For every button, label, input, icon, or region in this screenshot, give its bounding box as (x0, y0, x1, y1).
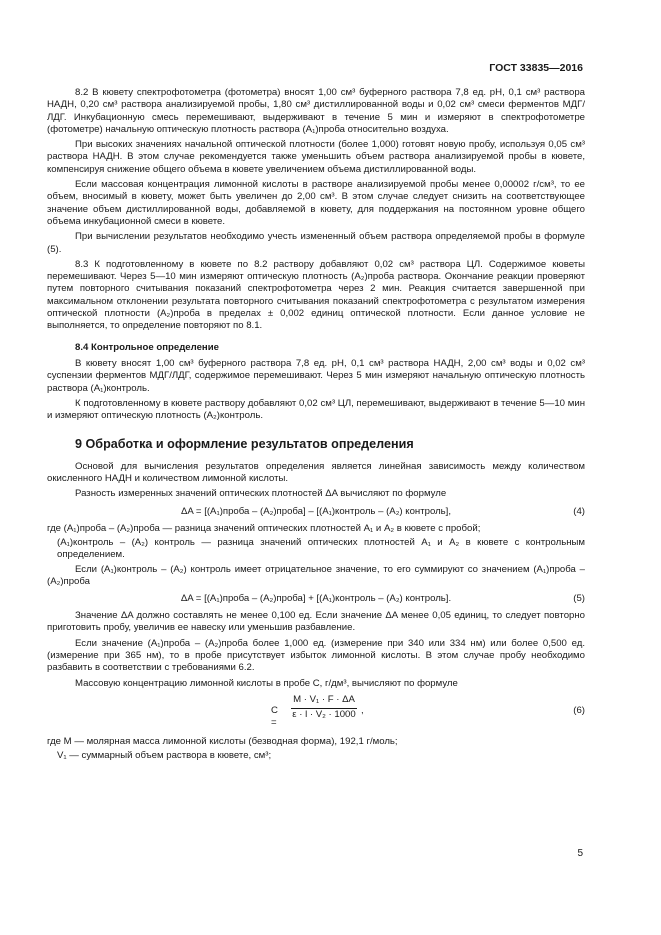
formula-6-comma: , (361, 704, 364, 716)
formula-6-denominator: ε · l · V₂ · 1000 (292, 708, 356, 720)
formula-5-expression: ΔA = [(A₁)проба – (A₂)проба] + [(A₁)контроль – (A₂) контроль]. (180, 593, 452, 605)
where-volume: V₁ — суммарный объем раствора в кювете, см³; (57, 750, 272, 762)
paragraph-negative: Если (A₁)контроль – (A₂) контроль имеет отрицательное значение, то его суммируют со значением (A₁)проба – (A₂)проба (47, 563, 585, 587)
paragraph-8-2: 8.2 В кювету спектрофотометра (фотометра) вносят 1,00 см³ буферного раствора 7,8 ед. рН, 0,1 см³ раствора НАДН, 0,20 см³ раствора анализируемой пробы, 1,80 см³ дистиллированной воды и 0,02 см³ смеси ферментов МДГ/ЛДГ. Инкубационную смесь перемешивают, выдерживают в течение 5 мин и измеряют в спектрофотометре (фотометре) начальную оптическую плотность раствора (A₁)проба относительно воздуха. (47, 87, 585, 135)
paragraph-control-2: К подготовленному в кювете раствору добавляют 0,02 см³ ЦЛ, перемешивают, выдерживают в течение 5—10 мин и измеряют оптическую плотность (A₂)контроль. (47, 397, 585, 422)
paragraph-delta-min: Значение ΔA должно составлять не менее 0,100 ед. Если значение ΔA менее 0,05 единиц, то следует повторно приготовить пробу, увеличив ее навеску или уменьшив разбавление. (47, 610, 585, 634)
paragraph-delta-intro: Разность измеренных значений оптических плотностей ΔA вычисляют по формуле (75, 488, 447, 500)
paragraph-excess: Если значение (A₁)проба – (A₂)проба более 1,000 ед. (измерение при 340 или 334 нм) или более 0,500 ед. (измерение при 365 нм), то в пробе присутствует избыток лимонной кислоты. В этом случае пробу необходимо разбавить в соответствии с требованиями 6.2. (47, 637, 585, 674)
paragraph-concentration-intro: Массовую концентрацию лимонной кислоты в пробе С, г/дм³, вычисляют по формуле (75, 677, 458, 689)
standard-header: ГОСТ 33835—2016 (489, 62, 583, 74)
formula-6 (47, 694, 585, 730)
paragraph-low-concentration: Если массовая концентрация лимонной кислоты в растворе анализируемой пробы менее 0,00002 г/см³, то ее объем, вносимый в кювету, может быть увеличен до 2,00 см³. В этом случае следует снизить на соответствующее значение объем дистиллированной воды, добавляемой в кювету, для поддержания на постоянном уровне общего объема инкубационной смеси в кювете. (47, 179, 585, 227)
page-number: 5 (577, 848, 583, 859)
formula-4 (47, 504, 585, 520)
subsection-heading-8-4: 8.4 Контрольное определение (75, 341, 219, 353)
formula-4-number: (4) (573, 505, 585, 517)
formula-6-numerator: M · V₁ · F · ΔA (291, 694, 357, 709)
where-sample: где (A₁)проба – (A₂)проба — разница значений оптических плотностей A₁ и A₂ в кювете с пробой; (47, 522, 481, 534)
formula-5-number: (5) (573, 593, 585, 605)
where-control: (A₁)контроль – (A₂) контроль — разница значений оптических плотностей A₁ и A₂ в кювете с контрольным определением. (57, 536, 585, 561)
formula-4-expression: ΔA = [(A₁)проба – (A₂)проба] – [(A₁)контроль – (A₂) контроль], (180, 505, 451, 517)
paragraph-control-1: В кювету вносят 1,00 см³ буферного раствора 7,8 ед. рН, 0,1 см³ раствора НАДН, 2,00 см³ воды и 0,02 см³ суспензии ферментов МДГ/ЛДГ, содержимое перемешивают. Через 5 мин измеряют начальную оптическую плотность раствора (A₁)контроль. (47, 357, 585, 394)
formula-6-number: (6) (573, 704, 585, 716)
paragraph-8-3: 8.3 К подготовленному в кювете по 8.2 раствору добавляют 0,02 см³ раствора ЦЛ. Содержимое кюветы перемешивают. Через 5—10 мин измеряют оптическую плотность (A₂)проба раствора. Окончание реакции проверяют путем повторного считывания показаний спектрофотометра через 2 мин. Реакция считается завершенной при максимальном отклонении результата повторного считывания показаний спектрофотометра с результатом измерения оптической плотности (A₂)проба в пределах ± 0,002 единиц оптической плотности. Если данное условие не выполняется, то определение повторяют по 8.1. (47, 258, 585, 332)
document-body (47, 87, 585, 764)
paragraph-basis: Основой для вычисления результатов определения является линейная зависимость между количеством окисленного НАДН и количеством лимонной кислоты. (47, 460, 585, 485)
formula-6-lhs: C = (271, 704, 278, 729)
section-heading-9: 9 Обработка и оформление результатов определения (75, 437, 414, 452)
paragraph-volume-note: При вычислении результатов необходимо учесть измененный объем раствора определяемой пробы в формуле (5). (47, 231, 585, 255)
paragraph-high-density: При высоких значениях начальной оптической плотности (более 1,000) готовят новую пробу, используя 0,05 см³ раствора НАДН. В этом случае рекомендуется также уменьшить объем раствора анализируемой пробы в кювете, компенсируя снижение общего объема в кювете увеличением объема дистиллированной воды. (47, 139, 585, 175)
where-molar-mass: где M — молярная масса лимонной кислоты (безводная форма), 192,1 г/моль; (47, 735, 398, 747)
formula-5 (47, 591, 585, 607)
